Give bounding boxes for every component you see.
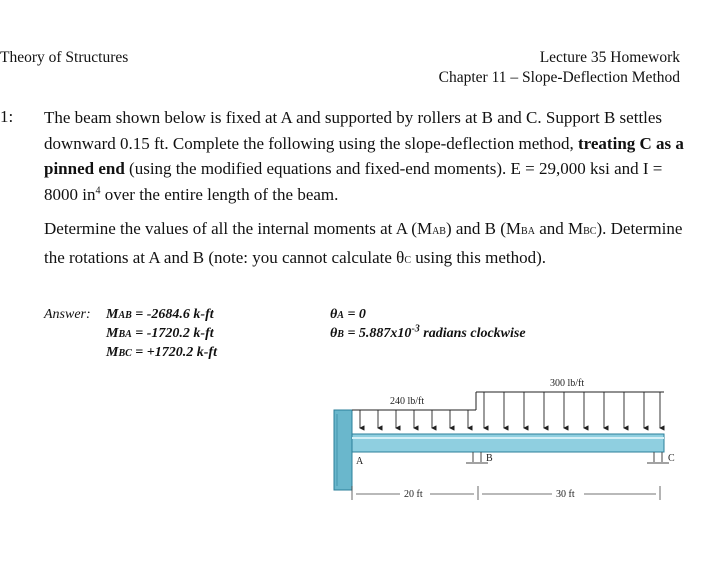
- roller-support-b: [466, 452, 488, 463]
- bold-phrase: treating C as a pinned end: [44, 133, 684, 178]
- label-b: B: [486, 453, 493, 464]
- load-arrows-bc: [484, 392, 660, 428]
- answer-theta-b: $\theta B = 5.887x10^{-3}$ radians clockwise: [330, 323, 526, 341]
- roller-support-c: [647, 452, 669, 463]
- load-label-bc: 300 lb/ft: [550, 378, 585, 389]
- span-ab-label: 20 ft: [404, 489, 423, 500]
- problem-statement: The beam shown below is fixed at A and supported by rollers at B and C. Support B settles downward 0.15 ft. Complete the following using the slope-deflection method, treating C as a pinned end (using the modified equations and fixed-end moments). E = 29,000 ksi and I = 8000 $in^4$ over the entire length of the beam.: [44, 108, 684, 204]
- beam: [352, 434, 664, 452]
- course-title: Theory of Structures: [0, 49, 129, 66]
- answer-theta-a: θA = 0: [330, 307, 366, 322]
- load-arrows-ab: [360, 410, 468, 428]
- answer-m-bc: MBC = +1720.2 k-ft: [106, 345, 217, 360]
- load-label-ab: 240 lb/ft: [390, 396, 425, 407]
- problem-task: Determine the values of all the internal moments at A (MAB) and B (MBA and MBC). Determine the rotations at A and B (note: you cannot calculate θC using this method).: [44, 219, 683, 267]
- answer-m-ba: MBA = -1720.2 k-ft: [106, 326, 214, 341]
- problem-number: 1:: [0, 107, 14, 126]
- answer-label: Answer:: [44, 307, 91, 322]
- dimension-lines: [352, 486, 660, 500]
- label-c: C: [668, 453, 675, 464]
- label-a: A: [356, 456, 364, 467]
- lecture-title: Lecture 35 Homework: [539, 49, 680, 66]
- answer-m-ab: MAB = -2684.6 k-ft: [106, 307, 214, 322]
- span-bc-label: 30 ft: [556, 489, 575, 500]
- chapter-title: Chapter 11 – Slope-Deflection Method: [438, 69, 680, 86]
